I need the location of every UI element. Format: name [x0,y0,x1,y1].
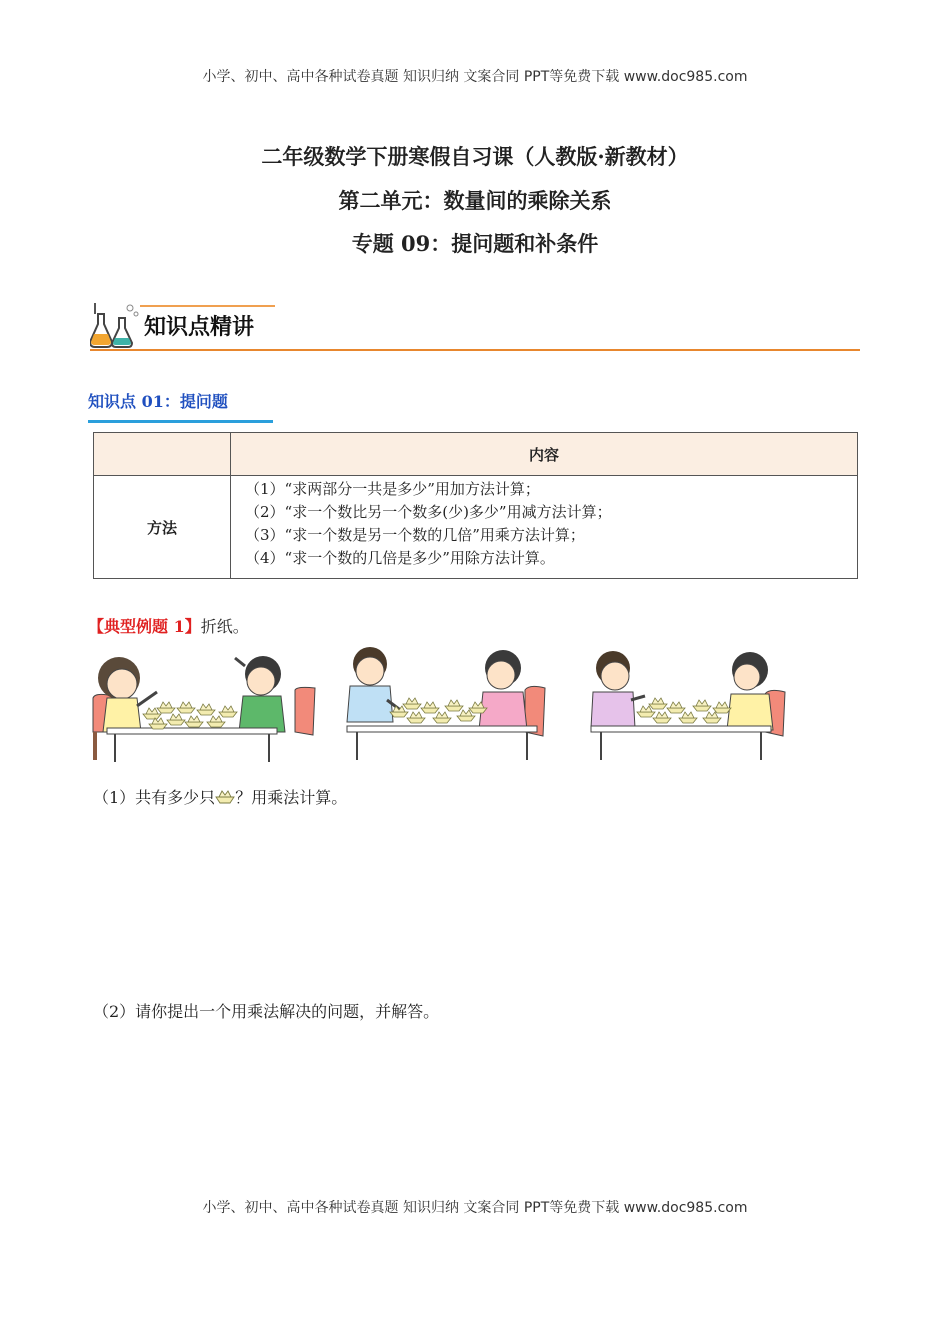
knowledge-table [93,432,858,579]
footer-note: 小学、初中、高中各种试卷真题 知识归纳 文案合同 PPT等免费下载 www.doc985.com [202,1200,748,1216]
example-tag: 【典型例题 1】 [88,617,201,636]
flask-icon [90,300,140,350]
table-header-empty [94,433,231,476]
scene-3 [591,651,785,760]
section-accent-line [140,305,275,307]
method-item-1: （1）“求两部分一共是多少”用加方法计算； [245,480,540,498]
table-header-content: 内容 [231,433,858,476]
scene-1 [93,656,315,762]
doc-title: 二年级数学下册寒假自习课（人教版·新教材） [261,144,689,169]
knowledge-point-underline [88,420,273,423]
scene-2 [347,647,545,760]
method-item-4: （4）“求一个数的几倍是多少”用除方法计算。 [245,549,555,567]
question-2: （2）请你提出一个用乘法解决的问题，并解答。 [93,1002,440,1021]
header-note: 小学、初中、高中各种试卷真题 知识归纳 文案合同 PPT等免费下载 www.doc985.com [202,69,748,85]
method-item-2: （2）“求一个数比另一个数多(少)多少”用减方法计算； [245,503,612,521]
table-row-content [231,476,858,579]
paper-boat-icon [215,790,235,804]
section-title: 知识点精讲 [144,315,255,340]
section-header [90,300,860,352]
example-title [88,614,249,637]
question-1-text-b: ？用乘法计算。 [235,788,348,807]
folding-illustration [85,640,865,765]
table-header-row [94,433,858,476]
knowledge-point-title: 知识点 01：提问题 [88,392,228,411]
question-1 [93,785,347,808]
topic-title: 专题 09：提问题和补条件 [351,231,599,256]
table-row-label: 方法 [94,476,231,579]
unit-title: 第二单元：数量间的乘除关系 [338,188,612,213]
method-item-3: （3）“求一个数是另一个数的几倍”用乘方法计算； [245,526,585,544]
section-divider [90,349,860,351]
table-row [94,476,858,579]
example-text: 折纸。 [200,617,249,636]
question-1-text-a: （1）共有多少只 [93,788,216,807]
